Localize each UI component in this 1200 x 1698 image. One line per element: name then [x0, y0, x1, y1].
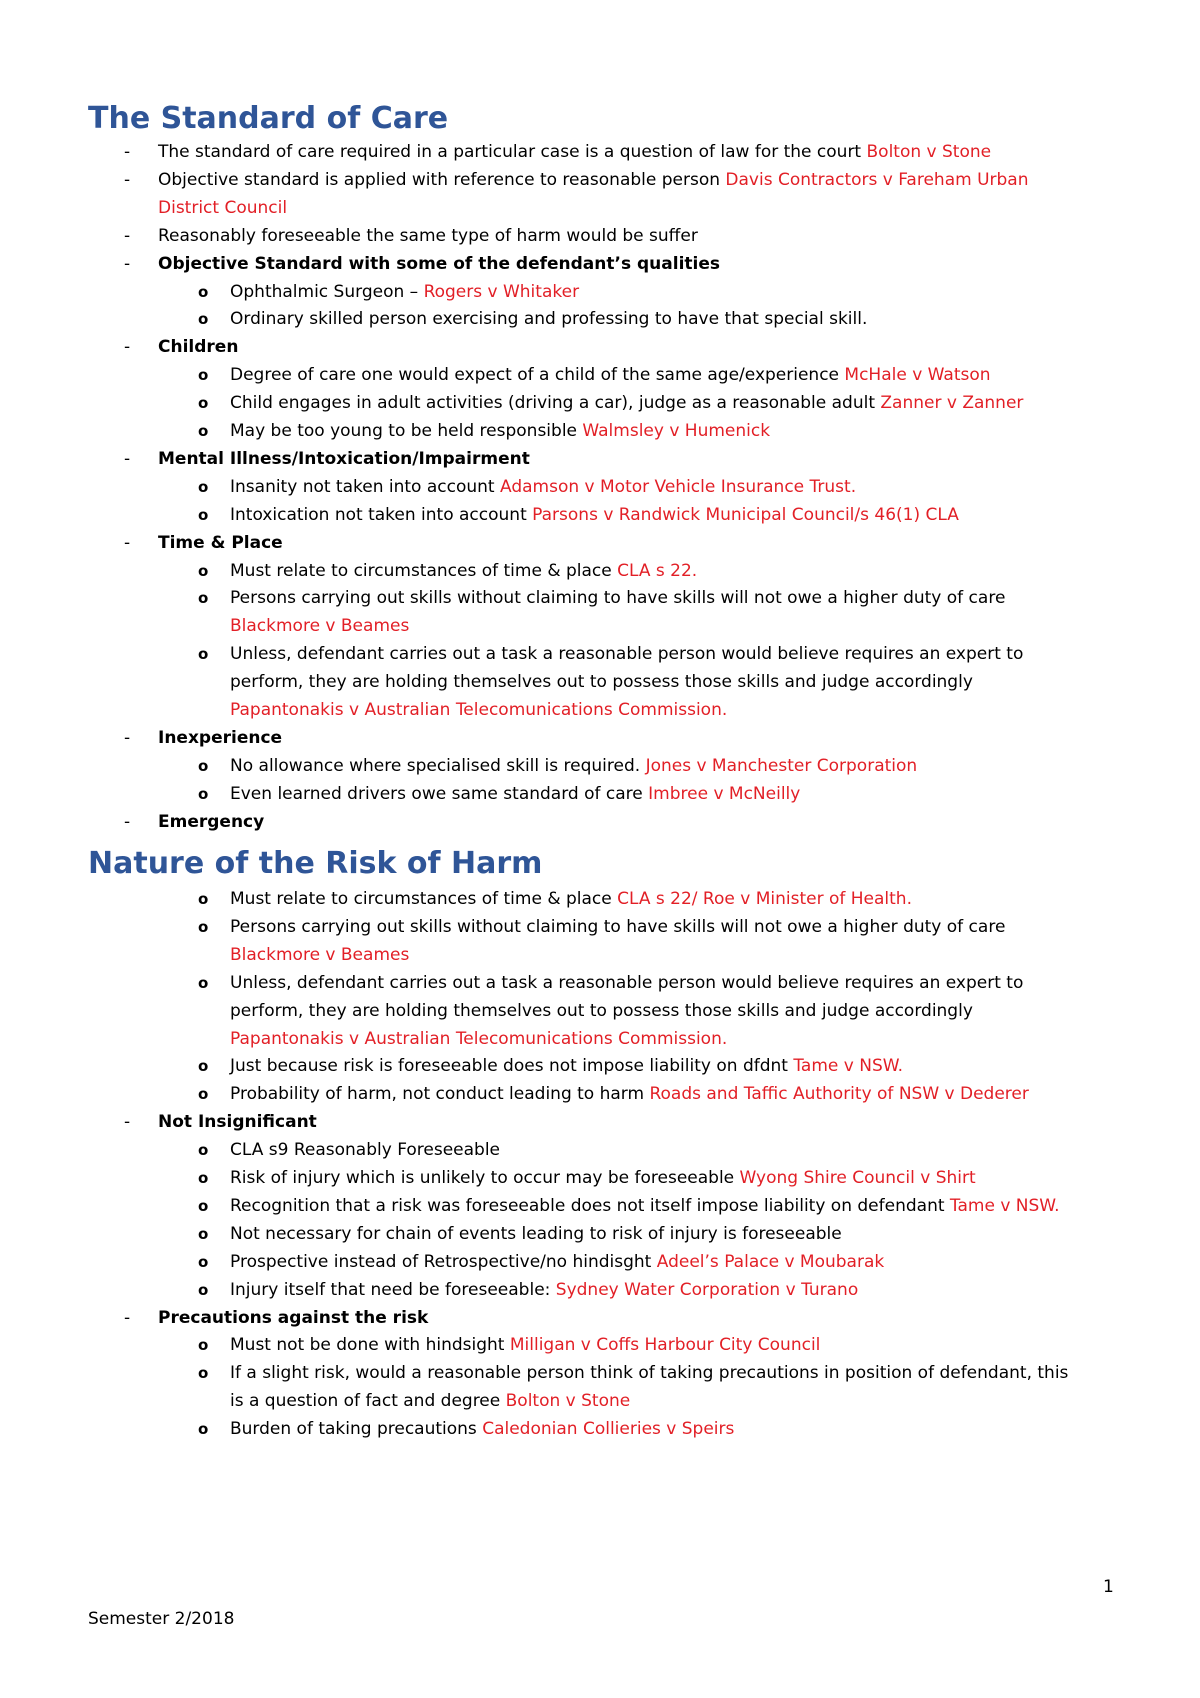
item-text: Prospective instead of Retrospective/no hindisght	[230, 1251, 657, 1272]
item-text: Emergency	[158, 811, 265, 832]
bullet-marker: o	[198, 917, 209, 936]
list-item	[124, 727, 283, 749]
section-heading: Nature of the Risk of Harm	[88, 846, 543, 881]
sub-list-item	[198, 1083, 1029, 1105]
sub-list-item	[230, 1390, 630, 1412]
list-item	[158, 197, 287, 219]
item-text: Child engages in adult activities (driving a car), judge as a reasonable adult	[230, 393, 881, 414]
item-text: Probability of harm, not conduct leading to harm	[230, 1084, 650, 1105]
sub-list-item	[198, 1251, 885, 1273]
case-citation: Tame v NSW.	[949, 1195, 1060, 1216]
sub-list-item	[198, 476, 857, 498]
dash-marker: -	[124, 169, 131, 190]
case-citation: Rogers v Whitaker	[423, 281, 580, 302]
bullet-marker: o	[198, 756, 209, 775]
case-citation: Tame v NSW.	[793, 1056, 904, 1077]
bullet-marker: o	[198, 645, 209, 664]
sub-list-item	[198, 1195, 1060, 1217]
dash-marker: -	[124, 811, 131, 832]
bullet-marker: o	[198, 890, 209, 908]
sub-list-item	[230, 1000, 973, 1022]
item-text: perform, they are holding themselves out to possess those skills and judge accordingly	[230, 1000, 973, 1021]
item-text: Unless, defendant carries out a task a reasonable person would believe requires an expert to	[230, 644, 1024, 665]
item-text: Insanity not taken into account	[230, 476, 500, 497]
case-citation: Imbree v McNeilly	[648, 783, 801, 804]
item-text: The standard of care required in a particular case is a question of law for the court	[158, 142, 867, 162]
sub-list-item	[198, 504, 959, 526]
list-item	[124, 448, 530, 470]
bullet-marker: o	[198, 394, 209, 413]
item-text: Ordinary skilled person exercising and professing to have that special skill.	[230, 309, 868, 330]
sub-list-item	[198, 1055, 904, 1077]
list-item	[124, 1307, 429, 1329]
sub-list-item	[230, 1028, 727, 1050]
item-text: Must relate to circumstances of time & place	[230, 889, 618, 909]
bullet-marker: o	[198, 505, 209, 524]
bullet-marker: o	[198, 1141, 209, 1160]
bullet-marker: o	[198, 1252, 209, 1271]
case-citation: CLA s 22.	[617, 560, 698, 581]
case-citation: McHale v Watson	[844, 365, 991, 386]
bullet-marker: o	[198, 589, 209, 608]
dash-marker: -	[124, 448, 131, 469]
bullet-marker: o	[198, 310, 209, 329]
case-citation: Caledonian Collieries v Speirs	[482, 1419, 735, 1440]
case-citation: Papantonakis v Australian Telecomunications Commission.	[230, 1028, 728, 1049]
list-item	[124, 336, 239, 358]
bullet-marker: o	[198, 561, 209, 580]
bullet-marker: o	[198, 366, 209, 385]
case-citation: Blackmore v Beames	[230, 944, 410, 965]
item-text: Objective standard is applied with reference to reasonable person	[158, 169, 726, 190]
case-citation: Parsons v Randwick Municipal Council/s 46(1) CLA	[532, 504, 959, 525]
list-item	[124, 1111, 317, 1133]
list-item	[124, 253, 720, 275]
case-citation: Adamson v Motor Vehicle Insurance Trust.	[500, 476, 857, 497]
sub-list-item	[198, 972, 1024, 994]
case-citation: Milligan v Coffs Harbour City Council	[509, 1335, 821, 1356]
dash-marker: -	[124, 225, 131, 246]
sub-list-item	[198, 916, 1006, 938]
sub-list-item	[198, 560, 698, 582]
case-citation: Davis Contractors v Fareham Urban	[725, 169, 1029, 190]
case-citation: Papantonakis v Australian Telecomunications Commission.	[230, 700, 728, 720]
sub-list-item	[198, 1279, 859, 1301]
bullet-marker: o	[198, 1085, 209, 1104]
item-text: Risk of injury which is unlikely to occur may be foreseeable	[230, 1168, 740, 1188]
item-text: perform, they are holding themselves out to possess those skills and judge accordingly	[230, 672, 973, 693]
case-citation: Adeel’s Palace v Moubarak	[656, 1251, 885, 1272]
item-text: Recognition that a risk was foreseeable does not itself impose liability on defendant	[230, 1195, 950, 1216]
bullet-marker: o	[198, 1224, 209, 1243]
dash-marker: -	[124, 337, 131, 358]
list-item	[124, 141, 992, 163]
item-text: Ophthalmic Surgeon –	[230, 281, 424, 302]
item-text: Mental Illness/Intoxication/Impairment	[158, 448, 530, 469]
item-text: If a slight risk, would a reasonable person think of taking precautions in position of defendant, this	[230, 1363, 1069, 1384]
sub-list-item	[198, 1223, 842, 1245]
sub-list-item	[198, 1418, 735, 1440]
item-text: May be too young to be held responsible	[230, 421, 583, 441]
item-text: Reasonably foreseeable the same type of harm would be suffer	[158, 225, 698, 246]
case-citation: Roads and Taffic Authority of NSW v Dederer	[649, 1084, 1029, 1105]
bullet-marker: o	[198, 1420, 209, 1439]
dash-marker: -	[124, 727, 131, 748]
sub-list-item	[198, 1139, 501, 1161]
list-item	[124, 225, 698, 247]
item-text: Children	[158, 337, 239, 358]
item-text: No allowance where specialised skill is required.	[230, 755, 646, 776]
case-citation: Sydney Water Corporation v Turano	[555, 1279, 859, 1300]
item-text: Precautions against the risk	[158, 1307, 429, 1328]
sub-list-item	[198, 643, 1024, 665]
sub-list-item	[198, 888, 912, 910]
dash-marker: -	[124, 142, 131, 162]
sub-list-item	[198, 281, 580, 303]
sub-list-item	[198, 755, 918, 777]
page-number: 1	[1103, 1577, 1114, 1597]
case-citation: Walmsley v Humenick	[582, 421, 771, 441]
dash-marker: -	[124, 1307, 131, 1328]
item-text: Persons carrying out skills without claiming to have skills will not owe a higher duty of care	[230, 588, 1006, 609]
item-text: Injury itself that need be foreseeable:	[230, 1279, 556, 1300]
bullet-marker: o	[198, 1057, 209, 1076]
dash-marker: -	[124, 253, 131, 274]
bullet-marker: o	[198, 1169, 209, 1187]
list-item	[124, 169, 1029, 191]
section-heading: The Standard of Care	[88, 101, 449, 136]
bullet-marker: o	[198, 784, 209, 803]
case-citation: CLA s 22/ Roe v Minister of Health.	[617, 889, 912, 909]
item-text: CLA s9 Reasonably Foreseeable	[230, 1140, 501, 1161]
sub-list-item	[198, 420, 771, 442]
item-text: Intoxication not taken into account	[230, 504, 533, 525]
bullet-marker: o	[198, 477, 209, 496]
case-citation: District Council	[158, 197, 288, 218]
sub-list-item	[198, 1167, 976, 1189]
item-text: Not Insignificant	[158, 1112, 317, 1133]
sub-list-item	[198, 308, 868, 330]
case-citation: Bolton v Stone	[866, 142, 992, 162]
item-text: is a question of fact and degree	[230, 1391, 506, 1412]
sub-list-item	[198, 392, 1024, 414]
sub-list-item	[198, 587, 1006, 609]
bullet-marker: o	[198, 282, 209, 301]
item-text: Objective Standard with some of the defendant’s qualities	[158, 253, 720, 274]
sub-list-item	[198, 1334, 821, 1356]
dash-marker: -	[124, 532, 131, 553]
bullet-marker: o	[198, 1336, 209, 1355]
case-citation: Zanner v Zanner	[880, 393, 1024, 414]
item-text: Time & Place	[158, 532, 283, 553]
item-text: Must not be done with hindsight	[230, 1335, 510, 1356]
sub-list-item	[198, 1362, 1069, 1384]
item-text: Even learned drivers owe same standard of care	[230, 783, 649, 804]
case-citation: Bolton v Stone	[505, 1391, 631, 1412]
sub-list-item	[198, 783, 801, 805]
item-text: Just because risk is foreseeable does not impose liability on dfdnt	[230, 1056, 794, 1077]
bullet-marker: o	[198, 1280, 209, 1299]
case-citation: Wyong Shire Council v Shirt	[739, 1168, 976, 1188]
dash-marker: -	[124, 1112, 131, 1133]
bullet-marker: o	[198, 1196, 209, 1215]
item-text: Unless, defendant carries out a task a reasonable person would believe requires an expert to	[230, 972, 1024, 993]
list-item	[124, 811, 265, 833]
bullet-marker: o	[198, 973, 209, 992]
item-text: Not necessary for chain of events leading to risk of injury is foreseeable	[230, 1223, 842, 1244]
list-item	[124, 532, 283, 554]
footer-semester: Semester 2/2018	[88, 1609, 235, 1629]
bullet-marker: o	[198, 1364, 209, 1383]
item-text: Degree of care one would expect of a child of the same age/experience	[230, 365, 845, 386]
sub-list-item	[230, 699, 727, 721]
sub-list-item	[230, 671, 973, 693]
case-citation: Blackmore v Beames	[230, 616, 410, 637]
item-text: Persons carrying out skills without claiming to have skills will not owe a higher duty of care	[230, 916, 1006, 937]
case-citation: Jones v Manchester Corporation	[645, 755, 918, 776]
sub-list-item	[198, 364, 991, 386]
sub-list-item	[230, 615, 409, 637]
item-text: Must relate to circumstances of time & place	[230, 560, 618, 581]
sub-list-item	[230, 944, 409, 966]
bullet-marker: o	[198, 422, 209, 440]
item-text: Burden of taking precautions	[230, 1419, 483, 1440]
item-text: Inexperience	[158, 727, 283, 748]
